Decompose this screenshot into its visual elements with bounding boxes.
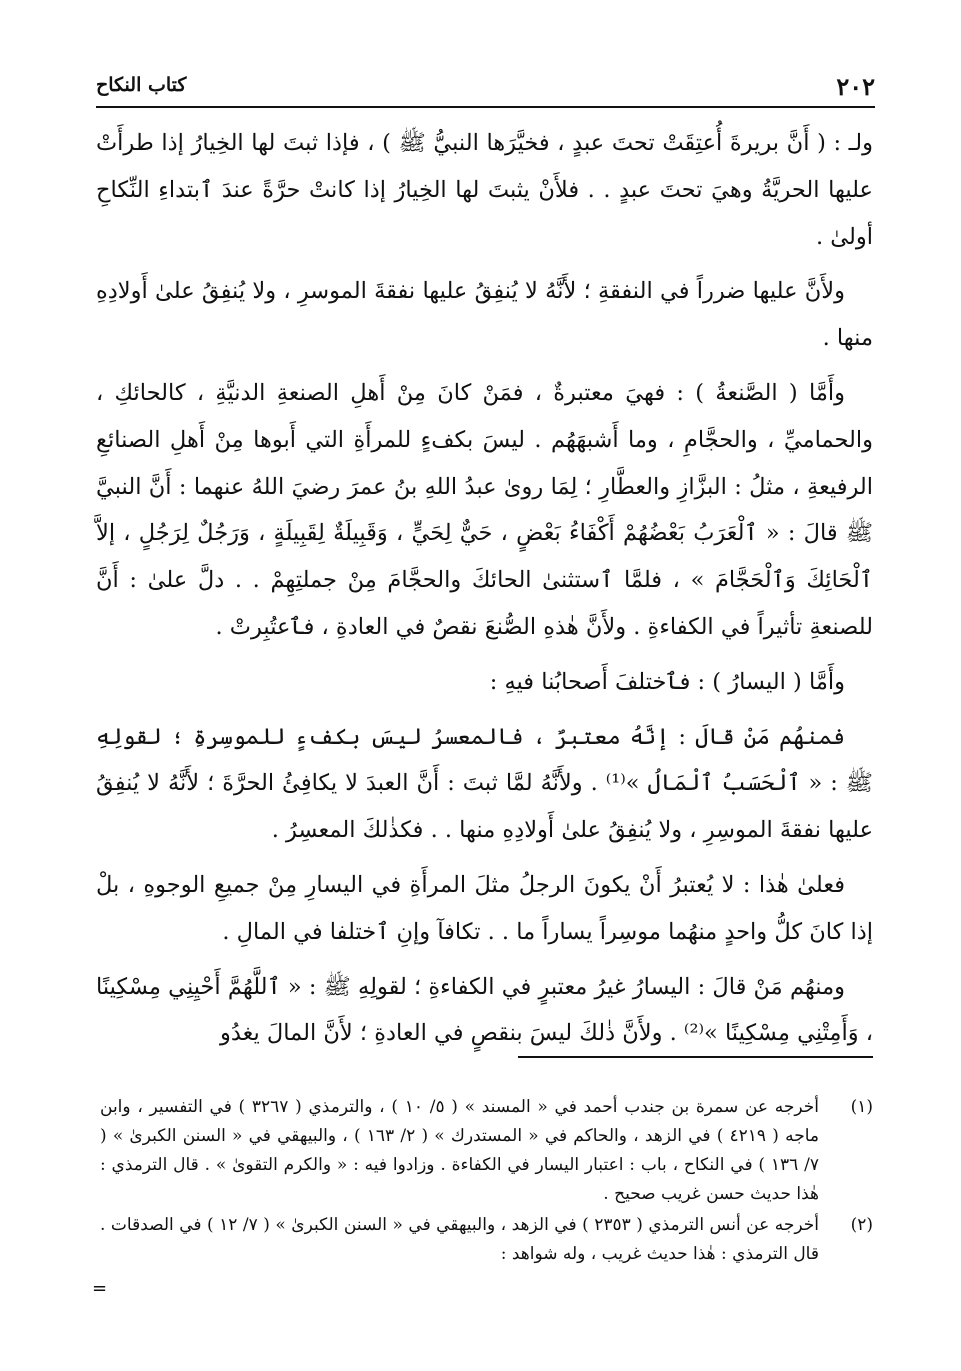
page-header (96, 72, 875, 108)
continuation-mark: = (92, 1278, 108, 1299)
paragraph: ومنهُم مَنْ قالَ : اليسارُ غيرُ معتبرٍ في الكفاءةِ ؛ لقولِهِ ﷺ : « ٱللَّهُمَّ أَحْيِنِي مِسْكِينًا ، وَأَمِتْنِي مِسْكِينًا »⁽²⁾ . ولأَنَّ ذٰلكَ ليسَ بنقصٍ في العادةِ ؛ لأَنَّ المالَ يغدُو (96, 973, 873, 1047)
footnote-text: أخرجه عن سمرة بن جندب أحمد في « المسند » ( ٥/ ١٠ ) ، والترمذي ( ٣٢٦٧ ) في التفسير ، وابن ماجه ( ٤٢١٩ ) في الزهد ، والحاكم في « المستدرك » ( ٢/ ١٦٣ ) ، والبيهقي في « السنن الكبرىٰ » ( ٧/ ١٣٦ ) في النكاح ، باب : اعتبار اليسار في الكفاءة . وزادوا فيه : « والكرم التقوىٰ » . قال الترمذي : هٰذا حديث حسن غريب صحيح . (100, 1097, 819, 1204)
footnotes (100, 1093, 873, 1271)
paragraph: ولـ : ( أَنَّ بريرةَ أُعتِقَتْ تحتَ عبدٍ ، فخيَّرَها النبيُّ ﷺ ) ، فإذا ثبتَ لها الخِيارُ إذا طرأَتْ عليها الحريَّةُ وهيَ تحتَ عبدٍ . . فلأَنْ يثبتَ لها الخِيارُ إذا كانتْ حرَّةً عندَ ٱبتداءِ النِّكاحِ أولىٰ . (96, 130, 873, 250)
paragraph: وأَمَّا ( اليسارُ ) : فٱختلفَ أَصحابُنا فيهِ : (489, 668, 845, 695)
paragraph: ولأَنَّ عليها ضرراً في النفقةِ ؛ لأَنَّهُ لا يُنفِقُ عليها نفقةَ الموسرِ ، ولا يُنفِقُ علىٰ أَولادِهِ منها . (96, 278, 873, 352)
paragraph: فمنهُم مَنْ قالَ : إنَّهُ معتبرٌ ، فالمعسرُ ليسَ بكفءٍ للموسِرةِ ؛ لقولِهِ ﷺ : « ٱلْحَسَبُ ٱلْمَالُ »⁽¹⁾ . ولأَنَّهُ لمَّا ثبتَ : أَنَّ العبدَ لا يكافِئُ الحرَّةَ ؛ لأَنَّهُ لا يُنفِقُ عليها نفقةَ الموسِرِ ، ولا يُنفِقُ علىٰ أَولادِهِ منها . . فكذٰلكَ المعسِرُ . (96, 723, 873, 844)
footnote-separator (518, 1056, 873, 1058)
page-number: ٢٠٢ (836, 72, 875, 101)
running-title: كتاب النكاح (96, 74, 187, 96)
main-text (96, 120, 873, 1065)
footnote (100, 1211, 873, 1269)
footnote (100, 1093, 873, 1209)
paragraph: فعلىٰ هٰذا : لا يُعتبرُ أَنْ يكونَ الرجلُ مثلَ المرأَةِ في اليسارِ مِنْ جميعِ الوجوهِ ، بلْ إذا كانَ كلُّ واحدٍ منهُما موسِراً يساراً ما . . تكافآ وإنِ ٱختلفا في المالِ . (96, 871, 873, 945)
footnote-number: (١) (850, 1097, 873, 1117)
paragraph: وأَمَّا ( الصَّنعةُ ) : فهيَ معتبرةٌ ، فمَنْ كانَ مِنْ أَهلِ الصنعةِ الدنيَّةِ ، كالحائكِ ، والحماميِّ ، والحجَّامِ ، وما أَشبهَهُم . ليسَ بكفءٍ للمرأَةِ التي أَبوها مِنْ أَهلِ الصنائعِ الرفيعةِ ، مثلُ : البزَّازِ والعطَّارِ ؛ لِمَا روىٰ عبدُ اللهِ بنُ عمرَ رضيَ اللهُ عنهما : أَنَّ النبيَّ ﷺ قالَ : « ٱلْعَرَبُ بَعْضُهُمْ أَكْفَاءُ بَعْضٍ ، حَيٌّ لِحَيٍّ ، وَقَبِيلَةٌ لِقَبِيلَةٍ ، وَرَجُلٌ لِرَجُلٍ ، إلاَّ ٱلْحَائِكَ وَٱلْحَجَّامَ » ، فلمَّا ٱستثنىٰ الحائكَ والحجَّامَ مِنْ جملتِهِمْ . . دلَّ علىٰ : أَنَّ للصنعةِ تأثيراً في الكفاءةِ . ولأَنَّ هٰذهِ الصُّنعَ نقصٌ في العادةِ ، فٱعتُبِرتْ . (96, 379, 873, 640)
footnote-text: أخرجه عن أنس الترمذي ( ٢٣٥٣ ) في الزهد ، والبيهقي في « السنن الكبرىٰ » ( ٧/ ١٢ ) في الصدقات . قال الترمذي : هٰذا حديث غريب ، وله شواهد : (100, 1215, 819, 1264)
footnote-number: (٢) (850, 1215, 873, 1235)
